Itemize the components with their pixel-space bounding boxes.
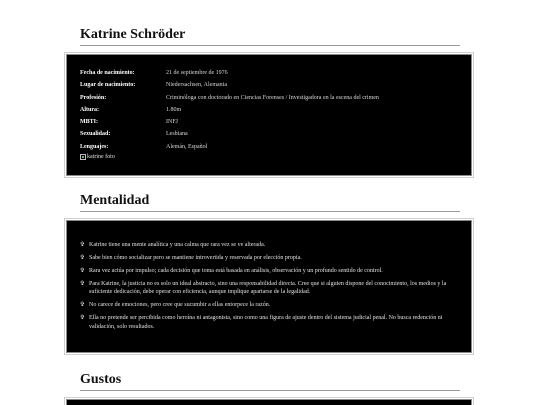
profile-photo xyxy=(80,154,115,160)
profile-label: Fecha de nacimiento: xyxy=(80,70,135,76)
section-title-mentalidad: Mentalidad xyxy=(80,193,460,212)
mentalidad-panel xyxy=(66,220,472,353)
broken-image-icon xyxy=(80,154,86,160)
list-item-text: Ella no pretende ser percibida como heroína ni antagonista, sino como una figura de ajuste dentro del sistema judicial penal. No busca redención ni validación, solo resultados. xyxy=(89,315,443,330)
profile-value: Niedersachsen, Alemania xyxy=(166,82,227,89)
profile-row-mbti xyxy=(80,116,379,128)
list-item xyxy=(80,314,464,331)
profile-label: Sexualidad: xyxy=(80,131,111,138)
profile-value: Lesbiana xyxy=(166,131,188,138)
list-item-text: No carece de emociones, pero cree que sucumbir a ellas entorpece la razón. xyxy=(89,302,271,309)
page-title: Katrine Schröder xyxy=(80,27,460,46)
list-item xyxy=(80,301,464,309)
list-item xyxy=(80,280,464,297)
profile-label: Lenguajes: xyxy=(80,143,109,150)
mentalidad-list xyxy=(80,241,464,336)
profile-value: INFJ xyxy=(166,119,179,126)
list-item-text: Sabe bien cómo socializar pero se mantiene introvertida y reservada por elección propia. xyxy=(89,255,302,261)
list-item-text: Katrine tiene una mente analítica y una calma que rara vez se ve alterada. xyxy=(89,242,266,248)
profile-row-profession xyxy=(80,92,379,104)
profile-row-birthdate xyxy=(80,67,379,79)
profile-value: Alemán, Español xyxy=(166,143,208,150)
list-item xyxy=(80,254,464,262)
list-item-text: Rara vez actúa por impulso; cada decisión que toma está basada en análisis, observación y un profundo sentido de control. xyxy=(89,268,383,274)
list-item xyxy=(80,267,464,275)
profile-value: 1.80m xyxy=(166,106,182,113)
profile-photo-alt: katrine foto xyxy=(87,154,115,160)
profile-label: Lugar de nacimiento: xyxy=(80,82,136,89)
cross-icon: ✞ xyxy=(80,267,86,274)
cross-icon: ✞ xyxy=(80,301,86,309)
cross-icon: ✞ xyxy=(80,280,86,287)
profile-label: MBTI: xyxy=(80,119,98,126)
profile-row-birthplace xyxy=(80,79,379,91)
list-item xyxy=(80,241,464,249)
cross-icon: ✞ xyxy=(80,314,86,322)
profile-label: Altura: xyxy=(80,106,99,113)
cross-icon: ✞ xyxy=(80,241,86,248)
profile-label: Profesión: xyxy=(80,94,107,101)
profile-table xyxy=(80,67,379,153)
list-item-text: Para Katrine, la justicia no es solo un ideal abstracto, sino una responsabilidad directa. Cree que si alguien dispone del conocimiento, los medios y la suficiente dedicación, debe operar con eficiencia, aunque implique apartarse de la legalidad. xyxy=(89,281,447,296)
profile-row-sexuality xyxy=(80,128,379,140)
profile-row-height xyxy=(80,104,379,116)
gustos-panel xyxy=(66,399,472,405)
profile-value: Criminóloga con doctorado en Ciencias Forenses / Investigadora en la escena del crimen xyxy=(166,94,379,101)
cross-icon: ✞ xyxy=(80,254,86,261)
profile-row-languages xyxy=(80,141,379,153)
section-title-gustos: Gustos xyxy=(80,372,460,391)
profile-value: 21 de septiembre de 1976 xyxy=(166,70,228,76)
profile-panel xyxy=(66,54,472,176)
